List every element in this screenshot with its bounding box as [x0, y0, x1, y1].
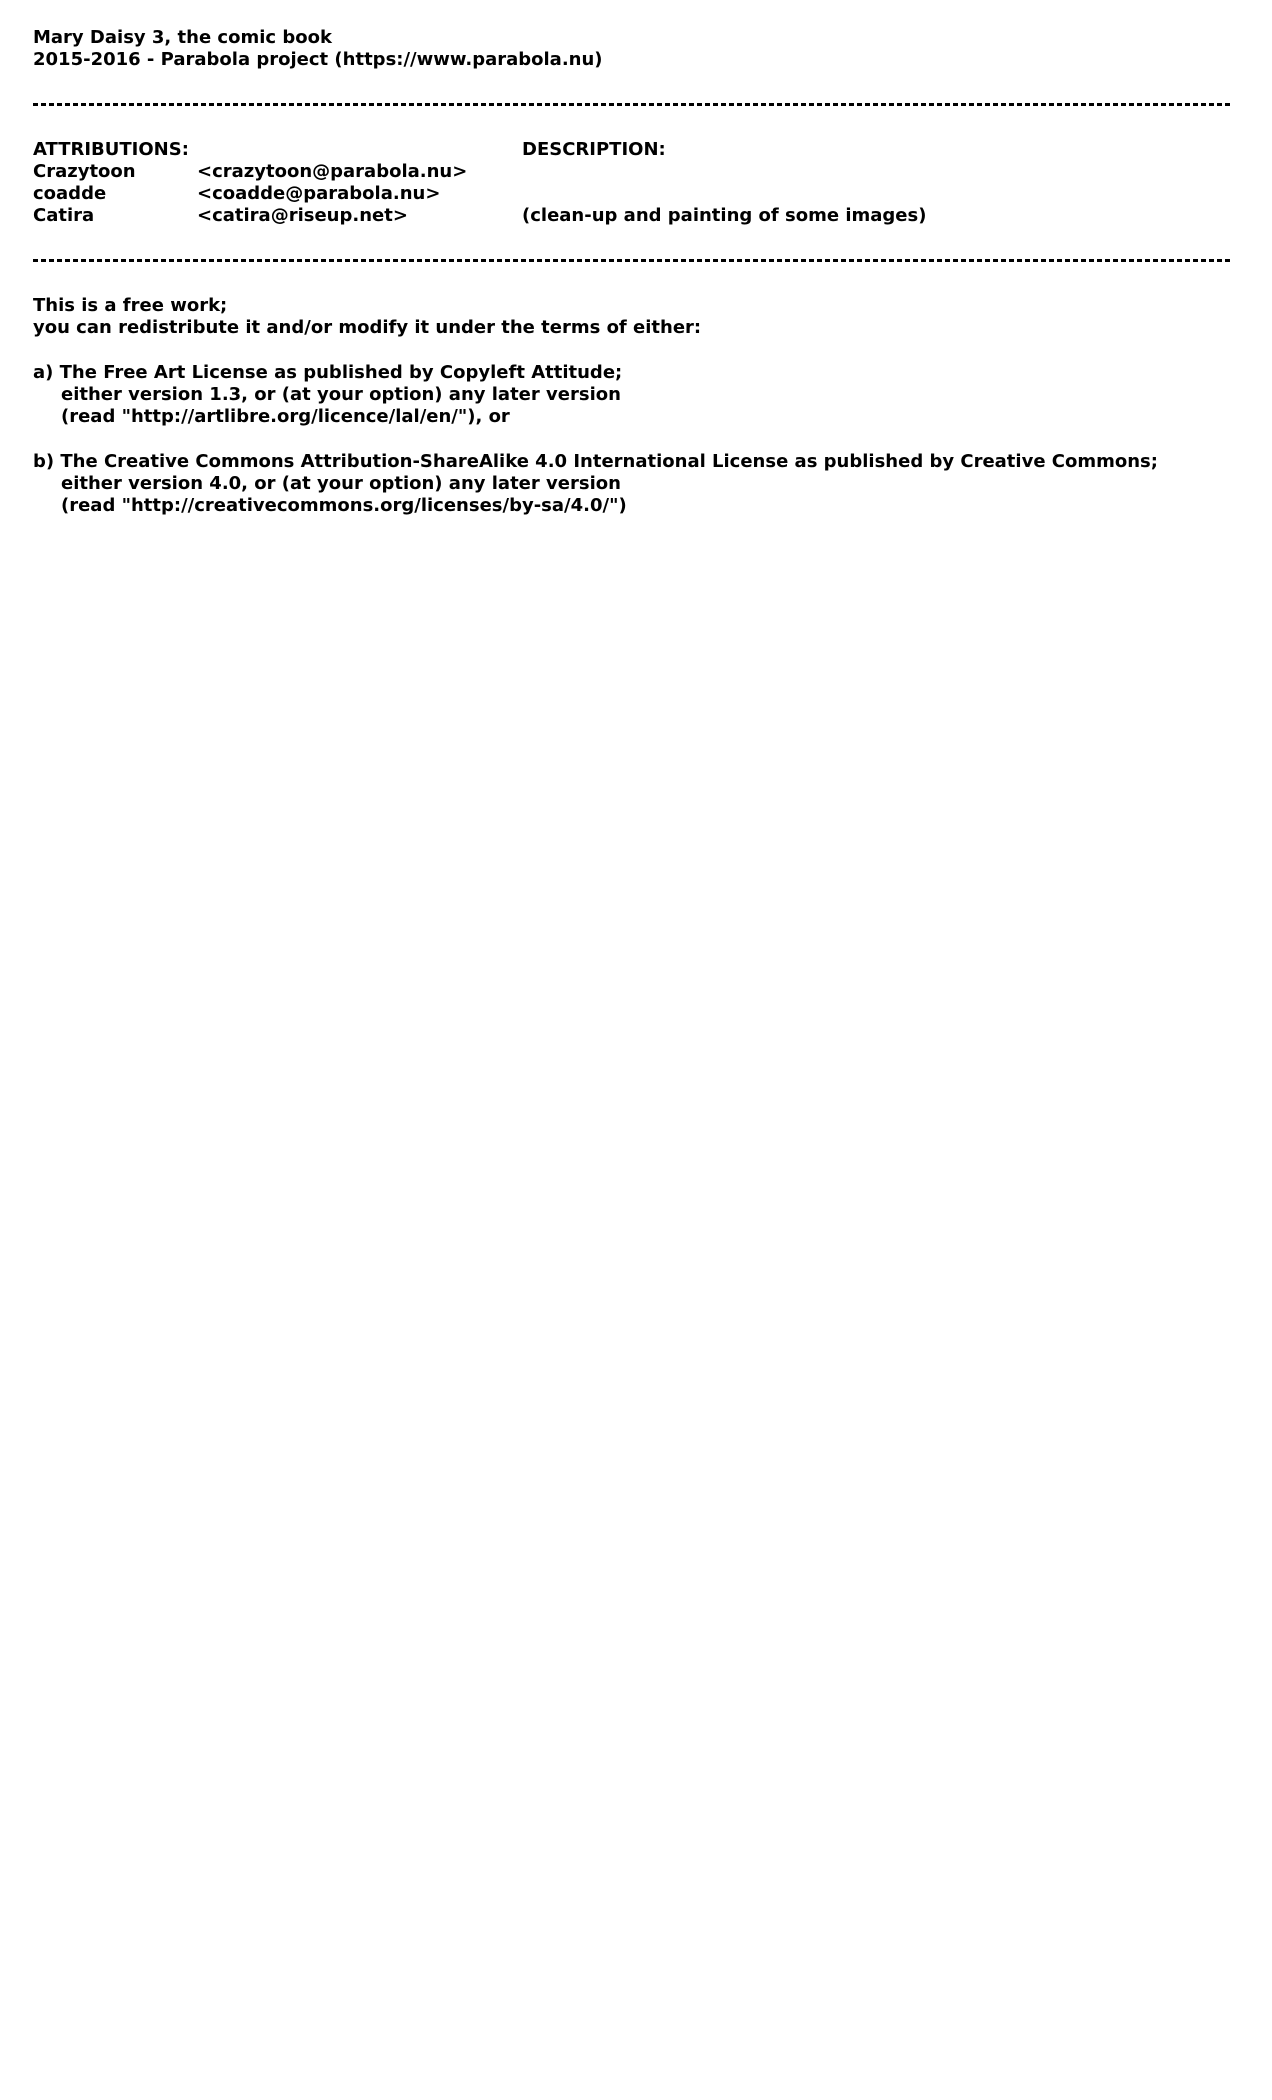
license-option-a-url: (read "http://artlibre.org/licence/lal/en/"), or	[61, 406, 510, 428]
license-option-b-url: (read "http://creativecommons.org/licenses/by-sa/4.0/")	[61, 495, 627, 517]
attributions-heading: ATTRIBUTIONS:	[33, 138, 189, 160]
contributor-name: coadde	[33, 183, 107, 205]
contributor-email: <catira@riseup.net>	[197, 205, 408, 227]
description-heading: DESCRIPTION:	[522, 138, 666, 160]
license-intro-line-2: you can redistribute it and/or modify it under the terms of either:	[33, 316, 702, 338]
contributor-description: (clean-up and painting of some images)	[522, 205, 927, 227]
license-option-a	[33, 362, 1253, 429]
license-intro-line-1: This is a free work;	[33, 294, 228, 316]
divider-line-bottom	[33, 250, 1253, 272]
contributor-email: <crazytoon@parabola.nu>	[197, 160, 468, 182]
license-option-b	[33, 451, 1253, 518]
license-intro	[33, 295, 1253, 340]
attributions-section	[33, 139, 1253, 228]
dashed-rule	[33, 103, 1233, 106]
license-option-b-version: either version 4.0, or (at your option) any later version	[61, 472, 621, 494]
attribution-row	[33, 183, 1253, 205]
doc-title: Mary Daisy 3, the comic book	[33, 27, 332, 48]
license-option-a-version: either version 1.3, or (at your option) any later version	[61, 383, 621, 405]
contributor-name: Catira	[33, 205, 95, 227]
attribution-row	[33, 161, 1253, 183]
attributions-header-row	[33, 139, 1253, 161]
contributor-email: <coadde@parabola.nu>	[197, 183, 441, 205]
divider-line-top	[33, 94, 1253, 116]
contributor-name: Crazytoon	[33, 160, 136, 182]
license-option-a-title: a) The Free Art License as published by Copyleft Attitude;	[33, 361, 623, 383]
license-option-b-title: b) The Creative Commons Attribution-ShareAlike 4.0 International License as published by Creative Commons;	[33, 450, 1158, 472]
doc-subtitle: 2015-2016 - Parabola project (https://www.parabola.nu)	[33, 49, 603, 71]
document-header	[33, 27, 1253, 72]
dashed-rule	[33, 259, 1233, 262]
attribution-row	[33, 205, 1253, 227]
